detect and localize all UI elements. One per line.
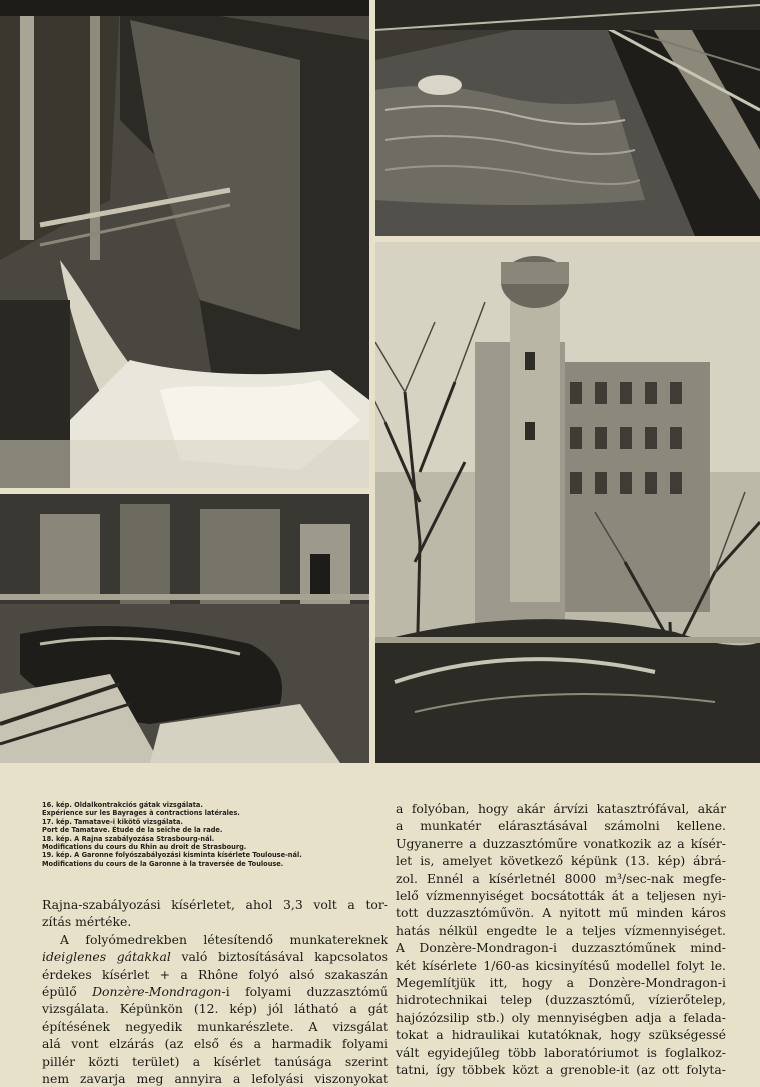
photo-rhine-model xyxy=(0,494,369,763)
text-line: tokat a hidraulikai kutatóknak, hogy szükségessé xyxy=(396,1027,726,1043)
caption-16-hu: 16. kép. Oldalkontrakciós gátak vizsgálata. xyxy=(42,801,203,809)
photo-weir-experiment xyxy=(0,0,369,488)
text-line: hatás nélkül engedte le a teljes vízmennyiséget. xyxy=(396,922,726,938)
caption-16-fr: Expérience sur les Bayrages à contractions latérales. xyxy=(42,809,240,818)
text-line: nem zavarja meg annyira a lefolyási viszonyokat xyxy=(42,1071,388,1087)
text-line: tott duzzasztóművön. A nyitott mű minden káros xyxy=(396,905,726,921)
caption-19-hu: 19. kép. A Garonne folyószabályozási kisminta kísérlete Toulouse-nál. xyxy=(42,851,302,860)
text-line: zítás mértéke. xyxy=(42,914,132,930)
caption-17-fr: Port de Tamatave. Étude de la seiche de la rade. xyxy=(42,826,223,835)
text-line: lelő vízmennyiséget bocsátották át a teljesen nyi- xyxy=(396,888,726,904)
text-run: épülő xyxy=(42,984,93,1000)
figure-captions xyxy=(42,801,377,868)
text-line xyxy=(42,983,388,1000)
body-text-left-column xyxy=(42,896,388,1087)
caption-17-hu: 17. kép. Tamatave-i kikötő vizsgálata. xyxy=(42,817,183,826)
text-line: A Donzère-Mondragon-i duzzasztóműnek mind- xyxy=(396,940,726,956)
text-line: két kísérlete 1/60-as kicsinyítésű modellel folyt le. xyxy=(396,957,726,973)
photo-garonne-model xyxy=(375,242,760,763)
text-line: építésének negyedik munkarészlete. A vizsgálat xyxy=(42,1018,388,1034)
text-line: érdekes kísérlet + a Rhône folyó alsó szakaszán xyxy=(42,966,388,982)
text-line: pillér közti terület) a kísérlet tanúsága szerint xyxy=(42,1053,388,1069)
text-line: let is, amelyet következő képünk (13. kép) ábrá- xyxy=(396,853,726,869)
italic-term: ideiglenes gátakkal xyxy=(42,949,171,965)
photo-harbour-model xyxy=(375,0,760,236)
text-line: A folyómedrekben létesítendő munkatereknek xyxy=(60,931,388,947)
text-line: Ugyanerre a duzzasztóműre vonatkozik az a kísér- xyxy=(396,835,726,851)
body-text-right-column xyxy=(396,800,726,1079)
text-line xyxy=(42,948,388,965)
caption-18-hu: 18. kép. A Rajna szabályozása Strasbourg-nál. xyxy=(42,834,215,843)
text-line: zol. Ennél a kísérletnél 8000 m³/sec-nak megfe- xyxy=(396,870,726,886)
text-line: Rajna-szabályozási kísérletet, ahol 3,3 volt a tor- xyxy=(42,897,388,912)
text-line: vizsgálata. Képünkön (12. kép) jól látható a gát xyxy=(42,1001,388,1017)
text-line: hajózózsilip stb.) oly mennyiségben adja a felada- xyxy=(396,1009,726,1025)
text-line: tatni, így többek közt a grenoble-it (az ott folyta- xyxy=(396,1062,726,1078)
text-line: a munkatér elárasztásával számolni kellene. xyxy=(396,818,726,834)
caption-18-fr: Modifications du cours du Rhin au droit de Strasbourg. xyxy=(42,843,247,852)
italic-term: Donzère-Mondragon xyxy=(92,984,222,1000)
text-run: -i folyami duzzasztómű xyxy=(221,984,389,1000)
text-run: való biztosításával kapcsolatos xyxy=(170,949,388,965)
caption-19-fr: Modifications du cours de la Garonne à la traversée de Toulouse. xyxy=(42,859,284,868)
text-line: Megemlítjük itt, hogy a Donzère-Mondragon-i xyxy=(396,975,726,991)
text-line: hidrotechnikai telep (duzzasztómű, vízierőtelep, xyxy=(396,992,726,1008)
text-line: vált egyidejűleg több laboratóriumot is foglalkoz- xyxy=(396,1044,726,1060)
text-line: alá vont elzárás (az első és a harmadik folyami xyxy=(42,1036,388,1052)
text-line: a folyóban, hogy akár árvízi katasztrófával, akár xyxy=(396,801,726,816)
